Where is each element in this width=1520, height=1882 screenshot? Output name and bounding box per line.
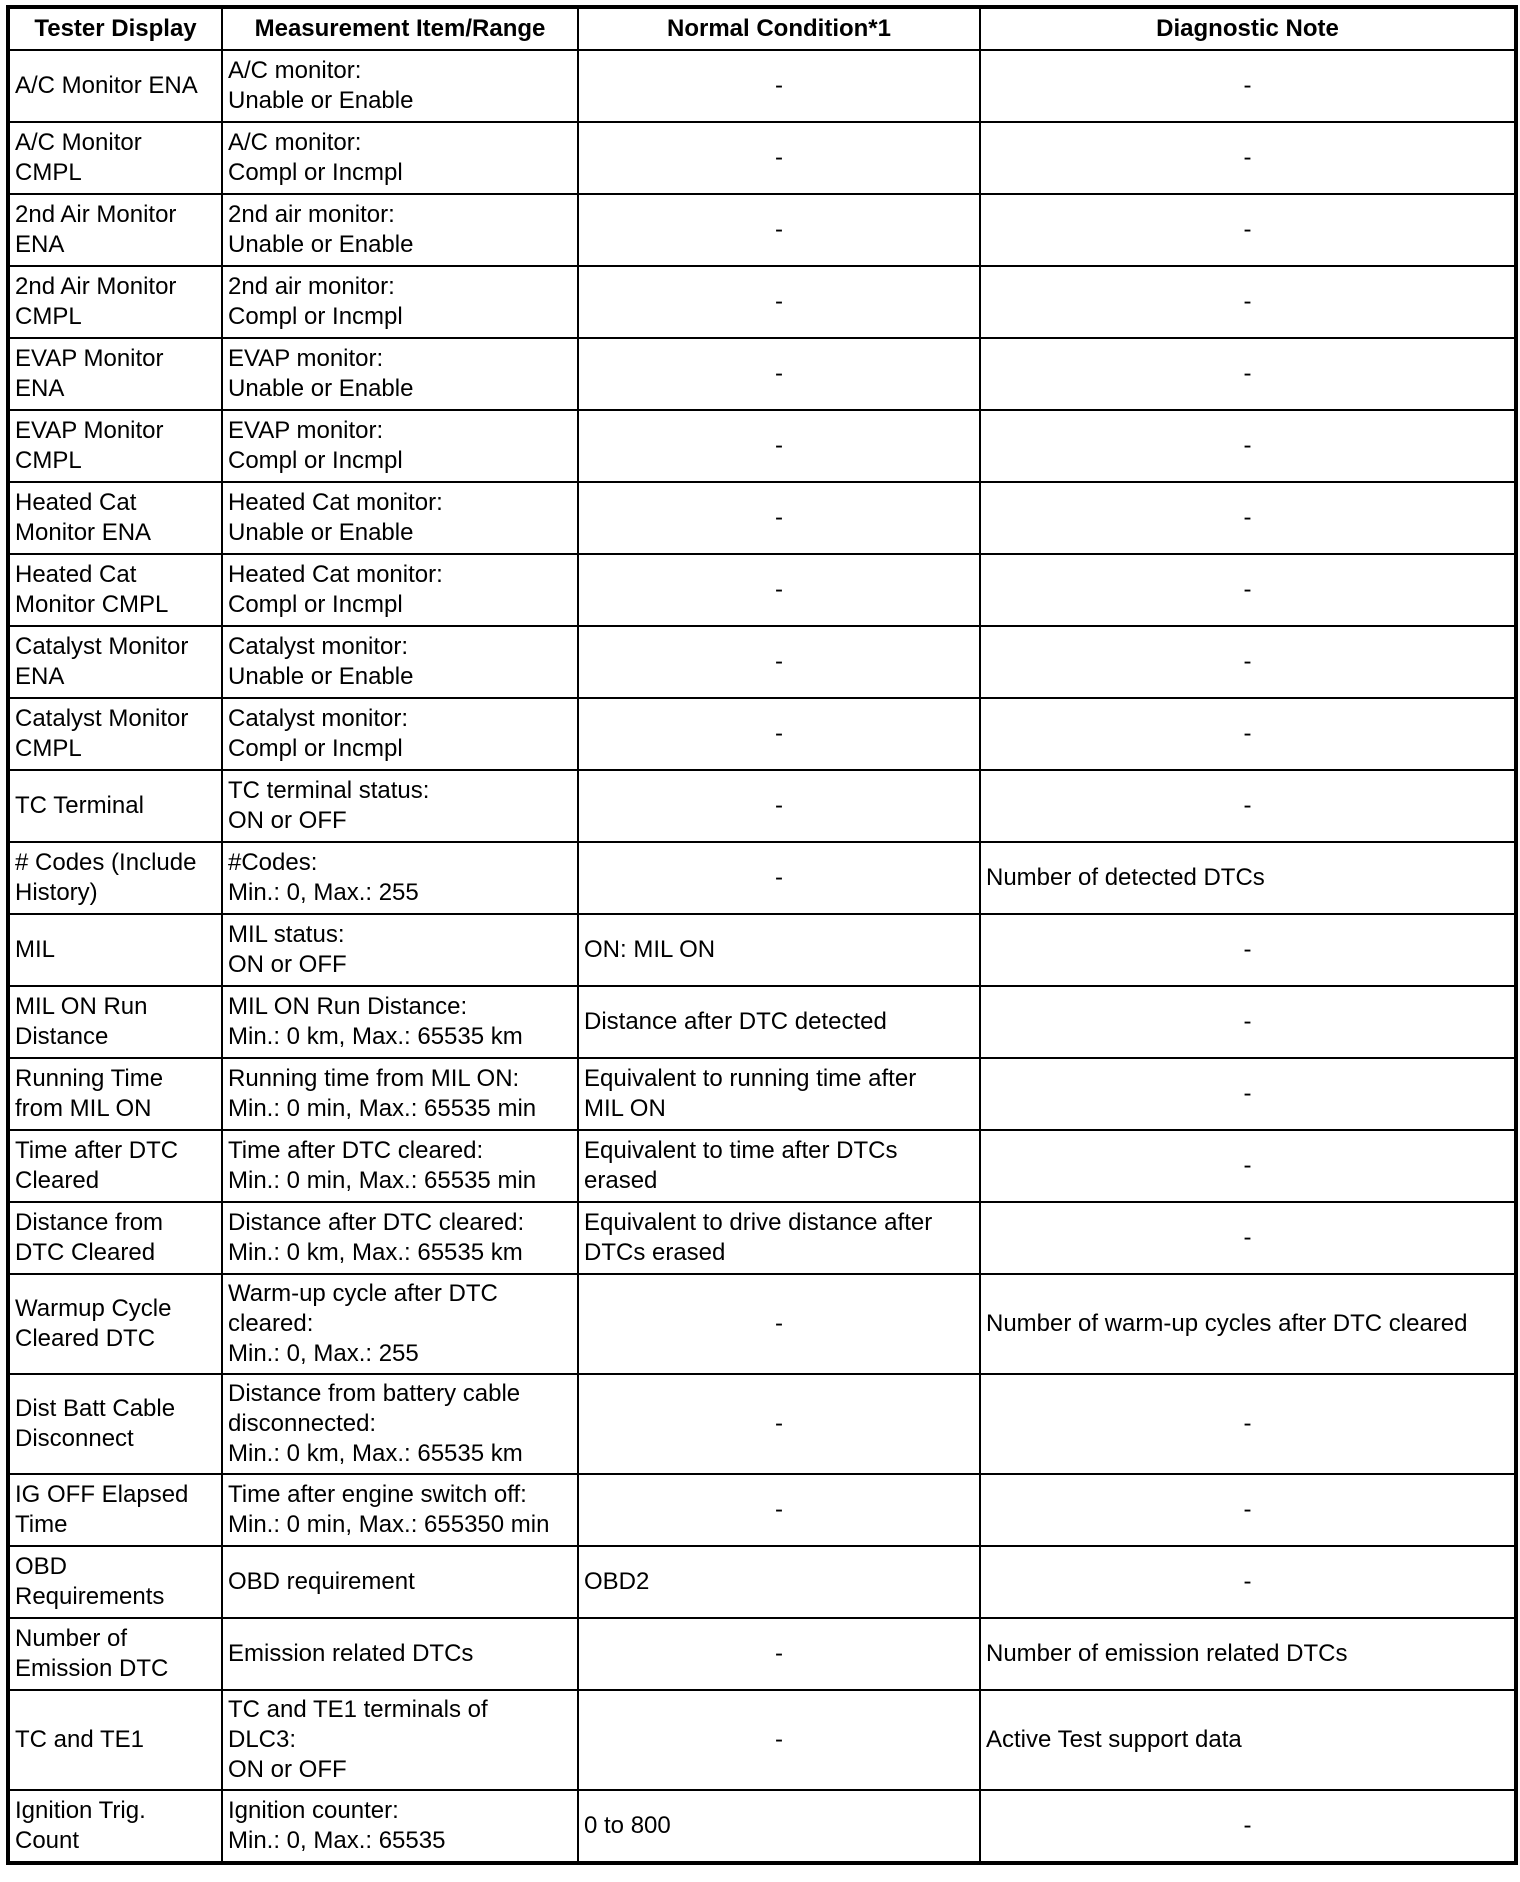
table-row — [8, 1274, 1516, 1374]
table-row — [8, 482, 1516, 554]
cell-tester-display: IG OFF Elapsed Time — [8, 1474, 222, 1546]
cell-measurement-item: Time after DTC cleared: Min.: 0 min, Max.: 65535 min — [222, 1130, 578, 1202]
table-row — [8, 1130, 1516, 1202]
cell-measurement-item: Catalyst monitor: Unable or Enable — [222, 626, 578, 698]
header-measurement-item: Measurement Item/Range — [222, 7, 578, 50]
cell-diagnostic-note: - — [980, 482, 1516, 554]
cell-measurement-item: A/C monitor: Compl or Incmpl — [222, 122, 578, 194]
cell-tester-display: # Codes (Include History) — [8, 842, 222, 914]
cell-normal-condition: OBD2 — [578, 1546, 980, 1618]
cell-normal-condition: - — [578, 698, 980, 770]
cell-diagnostic-note: - — [980, 986, 1516, 1058]
table-row — [8, 626, 1516, 698]
cell-measurement-item: A/C monitor: Unable or Enable — [222, 50, 578, 122]
cell-tester-display: 2nd Air Monitor CMPL — [8, 266, 222, 338]
cell-measurement-item: MIL status: ON or OFF — [222, 914, 578, 986]
cell-tester-display: Time after DTC Cleared — [8, 1130, 222, 1202]
cell-tester-display: A/C Monitor CMPL — [8, 122, 222, 194]
cell-measurement-item: TC and TE1 terminals of DLC3: ON or OFF — [222, 1690, 578, 1790]
cell-normal-condition: - — [578, 266, 980, 338]
table-row — [8, 410, 1516, 482]
cell-tester-display: TC Terminal — [8, 770, 222, 842]
cell-normal-condition: Equivalent to drive distance after DTCs erased — [578, 1202, 980, 1274]
cell-diagnostic-note: - — [980, 554, 1516, 626]
cell-diagnostic-note: - — [980, 1058, 1516, 1130]
cell-measurement-item: OBD requirement — [222, 1546, 578, 1618]
cell-diagnostic-note: - — [980, 1790, 1516, 1863]
cell-normal-condition: - — [578, 482, 980, 554]
cell-diagnostic-note: - — [980, 914, 1516, 986]
cell-measurement-item: Distance after DTC cleared: Min.: 0 km, Max.: 65535 km — [222, 1202, 578, 1274]
cell-tester-display: Catalyst Monitor ENA — [8, 626, 222, 698]
table-row — [8, 1546, 1516, 1618]
cell-tester-display: OBD Requirements — [8, 1546, 222, 1618]
cell-diagnostic-note: - — [980, 1202, 1516, 1274]
cell-diagnostic-note: - — [980, 698, 1516, 770]
cell-measurement-item: Ignition counter: Min.: 0, Max.: 65535 — [222, 1790, 578, 1863]
table-row — [8, 1790, 1516, 1863]
table-row — [8, 842, 1516, 914]
cell-tester-display: EVAP Monitor CMPL — [8, 410, 222, 482]
cell-diagnostic-note: - — [980, 410, 1516, 482]
cell-measurement-item: Warm-up cycle after DTC cleared: Min.: 0, Max.: 255 — [222, 1274, 578, 1374]
header-normal-condition: Normal Condition*1 — [578, 7, 980, 50]
cell-tester-display: Running Time from MIL ON — [8, 1058, 222, 1130]
cell-diagnostic-note: Number of emission related DTCs — [980, 1618, 1516, 1690]
cell-tester-display: 2nd Air Monitor ENA — [8, 194, 222, 266]
cell-measurement-item: EVAP monitor: Compl or Incmpl — [222, 410, 578, 482]
table-row — [8, 1474, 1516, 1546]
cell-tester-display: Ignition Trig. Count — [8, 1790, 222, 1863]
cell-measurement-item: 2nd air monitor: Unable or Enable — [222, 194, 578, 266]
cell-normal-condition: Distance after DTC detected — [578, 986, 980, 1058]
table-row — [8, 266, 1516, 338]
cell-diagnostic-note: - — [980, 266, 1516, 338]
cell-measurement-item: EVAP monitor: Unable or Enable — [222, 338, 578, 410]
cell-diagnostic-note: - — [980, 1474, 1516, 1546]
table-row — [8, 1690, 1516, 1790]
cell-normal-condition: Equivalent to running time after MIL ON — [578, 1058, 980, 1130]
cell-normal-condition: ON: MIL ON — [578, 914, 980, 986]
table-row — [8, 1618, 1516, 1690]
cell-tester-display: Warmup Cycle Cleared DTC — [8, 1274, 222, 1374]
table-row — [8, 194, 1516, 266]
cell-normal-condition: 0 to 800 — [578, 1790, 980, 1863]
cell-normal-condition: - — [578, 1474, 980, 1546]
cell-tester-display: EVAP Monitor ENA — [8, 338, 222, 410]
cell-normal-condition: - — [578, 1618, 980, 1690]
header-diagnostic-note: Diagnostic Note — [980, 7, 1516, 50]
cell-normal-condition: - — [578, 1274, 980, 1374]
document-sheet — [6, 5, 1514, 1865]
cell-diagnostic-note: Number of warm-up cycles after DTC cleared — [980, 1274, 1516, 1374]
cell-normal-condition: - — [578, 338, 980, 410]
cell-tester-display: Dist Batt Cable Disconnect — [8, 1374, 222, 1474]
cell-diagnostic-note: Active Test support data — [980, 1690, 1516, 1790]
cell-diagnostic-note: - — [980, 50, 1516, 122]
cell-measurement-item: Catalyst monitor: Compl or Incmpl — [222, 698, 578, 770]
cell-normal-condition: - — [578, 626, 980, 698]
cell-normal-condition: - — [578, 842, 980, 914]
cell-normal-condition: - — [578, 410, 980, 482]
cell-diagnostic-note: - — [980, 1374, 1516, 1474]
cell-normal-condition: Equivalent to time after DTCs erased — [578, 1130, 980, 1202]
cell-measurement-item: #Codes: Min.: 0, Max.: 255 — [222, 842, 578, 914]
table-row — [8, 914, 1516, 986]
cell-normal-condition: - — [578, 50, 980, 122]
data-list-table — [6, 5, 1518, 1865]
cell-normal-condition: - — [578, 1690, 980, 1790]
cell-tester-display: A/C Monitor ENA — [8, 50, 222, 122]
cell-diagnostic-note: - — [980, 194, 1516, 266]
cell-measurement-item: Heated Cat monitor: Unable or Enable — [222, 482, 578, 554]
cell-diagnostic-note: - — [980, 1546, 1516, 1618]
table-row — [8, 1202, 1516, 1274]
table-row — [8, 1374, 1516, 1474]
cell-tester-display: Number of Emission DTC — [8, 1618, 222, 1690]
table-body — [8, 50, 1516, 1863]
cell-normal-condition: - — [578, 1374, 980, 1474]
table-row — [8, 122, 1516, 194]
cell-tester-display: TC and TE1 — [8, 1690, 222, 1790]
cell-tester-display: MIL ON Run Distance — [8, 986, 222, 1058]
table-row — [8, 554, 1516, 626]
cell-normal-condition: - — [578, 770, 980, 842]
cell-measurement-item: Heated Cat monitor: Compl or Incmpl — [222, 554, 578, 626]
cell-measurement-item: Time after engine switch off: Min.: 0 min, Max.: 655350 min — [222, 1474, 578, 1546]
table-row — [8, 698, 1516, 770]
cell-diagnostic-note: - — [980, 122, 1516, 194]
table-row — [8, 770, 1516, 842]
cell-normal-condition: - — [578, 122, 980, 194]
table-row — [8, 338, 1516, 410]
cell-tester-display: MIL — [8, 914, 222, 986]
cell-tester-display: Heated Cat Monitor CMPL — [8, 554, 222, 626]
cell-tester-display: Catalyst Monitor CMPL — [8, 698, 222, 770]
cell-normal-condition: - — [578, 194, 980, 266]
cell-diagnostic-note: - — [980, 1130, 1516, 1202]
cell-tester-display: Distance from DTC Cleared — [8, 1202, 222, 1274]
cell-diagnostic-note: - — [980, 626, 1516, 698]
cell-normal-condition: - — [578, 554, 980, 626]
header-tester-display: Tester Display — [8, 7, 222, 50]
cell-measurement-item: MIL ON Run Distance: Min.: 0 km, Max.: 65535 km — [222, 986, 578, 1058]
cell-measurement-item: Running time from MIL ON: Min.: 0 min, Max.: 65535 min — [222, 1058, 578, 1130]
table-row — [8, 986, 1516, 1058]
table-header-row — [8, 7, 1516, 50]
cell-diagnostic-note: - — [980, 338, 1516, 410]
cell-diagnostic-note: - — [980, 770, 1516, 842]
cell-diagnostic-note: Number of detected DTCs — [980, 842, 1516, 914]
cell-tester-display: Heated Cat Monitor ENA — [8, 482, 222, 554]
table-row — [8, 1058, 1516, 1130]
cell-measurement-item: TC terminal status: ON or OFF — [222, 770, 578, 842]
cell-measurement-item: Emission related DTCs — [222, 1618, 578, 1690]
cell-measurement-item: Distance from battery cable disconnected: Min.: 0 km, Max.: 65535 km — [222, 1374, 578, 1474]
cell-measurement-item: 2nd air monitor: Compl or Incmpl — [222, 266, 578, 338]
table-row — [8, 50, 1516, 122]
